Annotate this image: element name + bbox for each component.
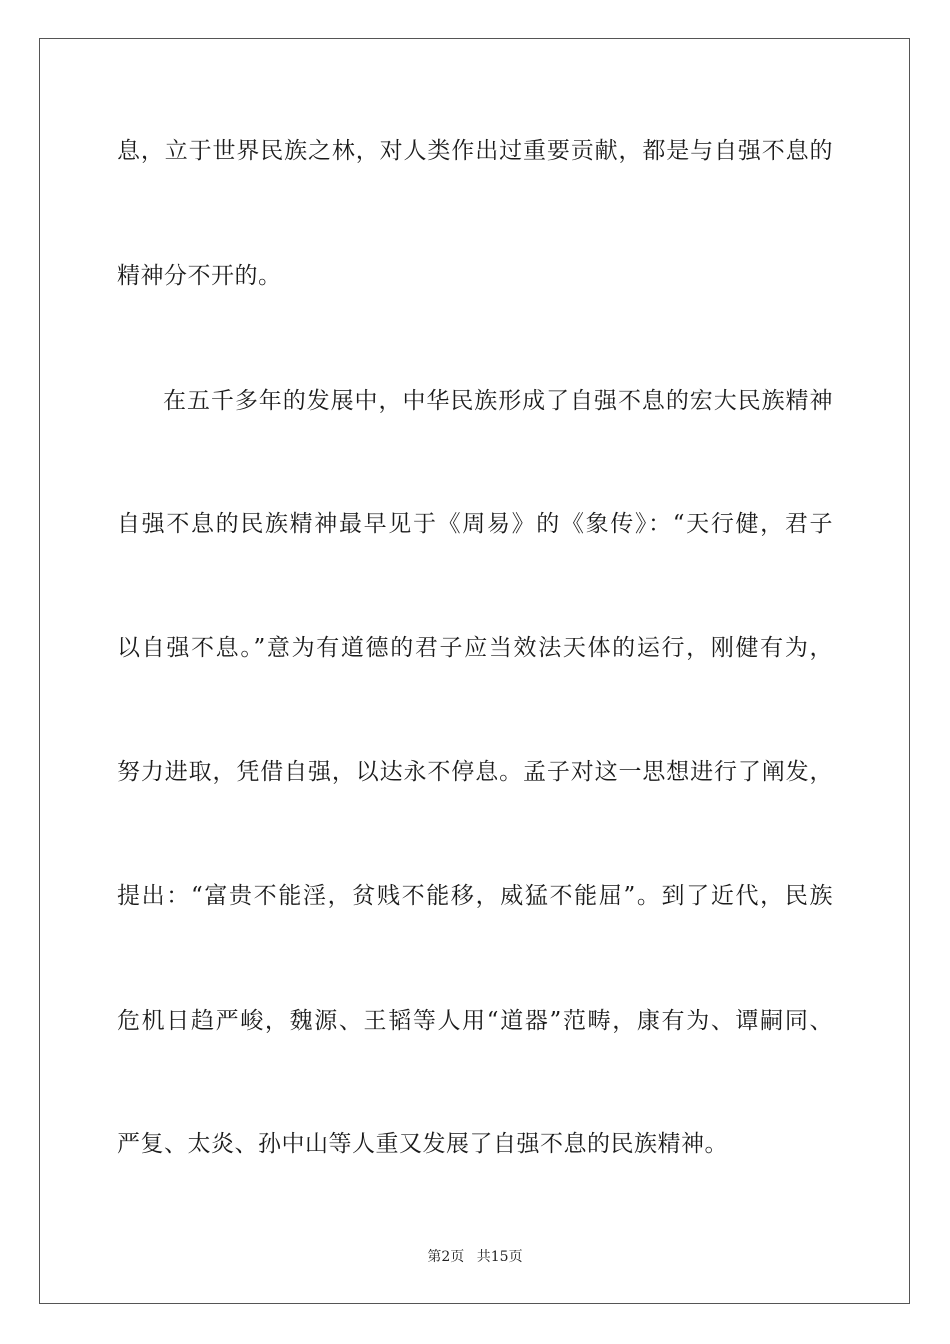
page-border	[39, 38, 910, 1304]
text-line-2: 精神分不开的。	[117, 263, 282, 289]
text-line-1: 息，立于世界民族之林，对人类作出过重要贡献，都是与自强不息的	[117, 138, 833, 164]
text-line-8: 危机日趋严峻，魏源、王韬等人用“道器”范畴，康有为、谭嗣同、	[117, 1008, 833, 1034]
text-line-7: 提出：“富贵不能淫，贫贱不能移，威猛不能屈”。到了近代，民族	[117, 883, 833, 909]
text-line-5: 以自强不息。”意为有道德的君子应当效法天体的运行，刚健有为，	[117, 635, 833, 661]
text-line-9: 严复、太炎、孙中山等人重又发展了自强不息的民族精神。	[117, 1131, 728, 1157]
text-line-6: 努力进取，凭借自强，以达永不停息。孟子对这一思想进行了阐发，	[117, 759, 833, 785]
page-total: 共15页	[476, 1249, 523, 1265]
text-line-4: 自强不息的民族精神最早见于《周易》的《象传》：“天行健，君子	[117, 511, 833, 537]
page-number: 第2页	[427, 1249, 465, 1265]
text-line-3: 在五千多年的发展中，中华民族形成了自强不息的宏大民族精神	[163, 388, 833, 414]
page-footer	[0, 1248, 950, 1266]
